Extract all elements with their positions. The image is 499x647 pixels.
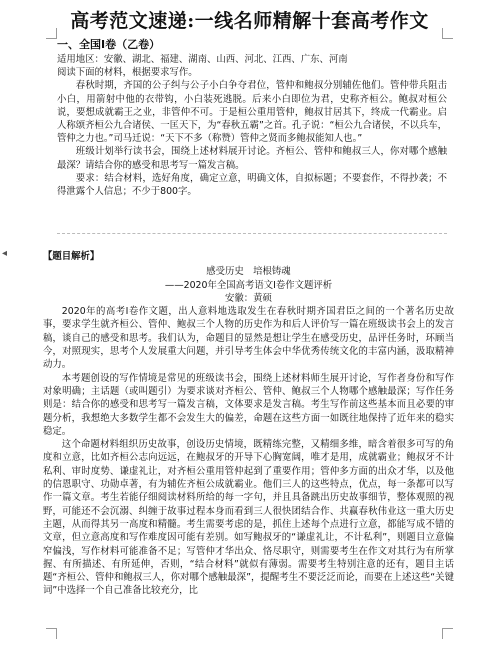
analysis-title: 感受历史 培根铸魂 <box>206 266 291 278</box>
paragraph: 春秋时期，齐国的公子纠与公子小白争夺君位，管仲和鲍叔分别辅佐他们。管仲带兵阻击小白，用箭射中他的衣带钩，小白装死逃脱。后来小白即位为君，史称齐桓公。鲍叔对桓公说，要想成就霸王之业，非管仲不可。于是桓公重用管仲，鲍叔甘居其下，终成一代霸业。启人称颂齐桓公九合诸侯、一匡天下，为“春秋五霸”之首。孔子说：“桓公九合诸侯，不以兵车，管仲之力也。”司马迁说：“天下不多（称赞）管仲之贤而多鲍叔能知人也。” <box>57 80 447 145</box>
paragraph: 要求：结合材料，选好角度，确定立意，明确文体，自拟标题；不要套作，不得抄袭；不得泄露个人信息；不少于800字。 <box>57 172 447 198</box>
paragraph: 本考题创设的写作情境是常见的班级读书会，围绕上述材料师生展开讨论，写作者身份和写作对象明确；主话题（或叫题引）为要求谈对齐桓公、管仲、鲍叔三个人物哪个感触最深；写作任务则是：结合你的感受和思考写一篇发言稿，文体要求是发言稿。考生写作前这些基本而且必要的审题分析，我想绝大多数学生都不会发生大的偏差，命题在这些方面一如既往地保持了近年来的稳实稳定。 <box>43 372 454 437</box>
paragraph: 班级计划举行读书会，围绕上述材料展开讨论。齐桓公、管仲和鲍叔三人，你对哪个感触最深？请结合你的感受和思考写一篇发言稿。 <box>57 146 447 171</box>
paragraph: 2020年的高考Ⅰ卷作文题，出人意料地选取发生在春秋时期齐国君臣之间的一个著名历史故事，要求学生就齐桓公、管仲、鲍叔三个人物的历史作为和后人评价写一篇在班级读书会上的发言稿，谈自己的感受和思考。我们认为，命题目的显然是想让学生在感受历史，品评任务时，环顾当今，对照现实，思考个人发展重大问题，并引导考生体会中华优秀传统文化的丰富内涵，汲取精神动力。 <box>43 306 454 371</box>
document-title: 高考范文速递:一线名师精解十套高考作文 <box>70 10 429 32</box>
analysis-subtitle: ——2020年全国高考语文Ⅰ卷作文题评析 <box>164 279 333 291</box>
analysis-section <box>43 250 454 598</box>
collapse-bracket-icon[interactable]: ◂ <box>2 248 8 259</box>
analysis-label: 【题目解析】 <box>43 251 100 262</box>
section-heading: 一、全国Ⅰ卷（乙卷） <box>57 38 161 51</box>
prompt-section <box>57 38 447 198</box>
page-corner-mark <box>442 628 453 639</box>
paragraph: 阅读下面的材料，根据要求写作。 <box>57 67 198 79</box>
analysis-author: 安徽：黄硕 <box>225 292 272 304</box>
paragraph: 适用地区：安徽、湖北、福建、湖南、山西、河北、江西、广东、河南 <box>57 54 348 65</box>
paragraph: 这个命题材料组织历史故事，创设历史情境，既精练完整，又精细多维，暗含着很多可写的角度和立意，比如齐桓公志向远远，在鲍叔牙的开导下心胸宽阔，唯才是用，成就霸业；鲍叔牙不计私利、审时度势、谦虚礼让，对齐桓公重用管仲起到了重要作用；管仲多方面的出众才华，以及他的信恩职守、功勋卓著，有为辅佐齐桓公成就霸业。他们三人的这些特点，优点，每一条都可以写作一篇文章。考生若能仔细阅读材料所给的每一字句，并且具备跳出历史故事细节，整体观照的视野，可能还不会沉溺、纠缠于故事过程本身而看到三人很快团结合作、共赢春秋伟业这一重大历史主题，从而得其另一高度和精髓。考生需要考虑的是，抓住上述每个点进行立意，都能写成不错的文章，但立意高度和写作难度因可能有差别。如写鲍叔牙的“谦虚礼让，不计私利”，则题目立意偏窄偏浅，写作材料可能准备不足；写管仲才华出众、恪尽职守，则需要考生在作文对其行为有所掌握、有所描述、有所延伸，否则，“结合材料”就似有薄弱。需要考生特别注意的还有，题目主话题“齐桓公、管仲和鲍叔三人，你对哪个感触最深”，提醒考生不要泛泛而论，而要在上述这些“关键词”中选择一个自己准备比较充分，比 <box>43 439 454 597</box>
section-divider <box>57 233 447 234</box>
page-corner-mark <box>46 628 57 639</box>
